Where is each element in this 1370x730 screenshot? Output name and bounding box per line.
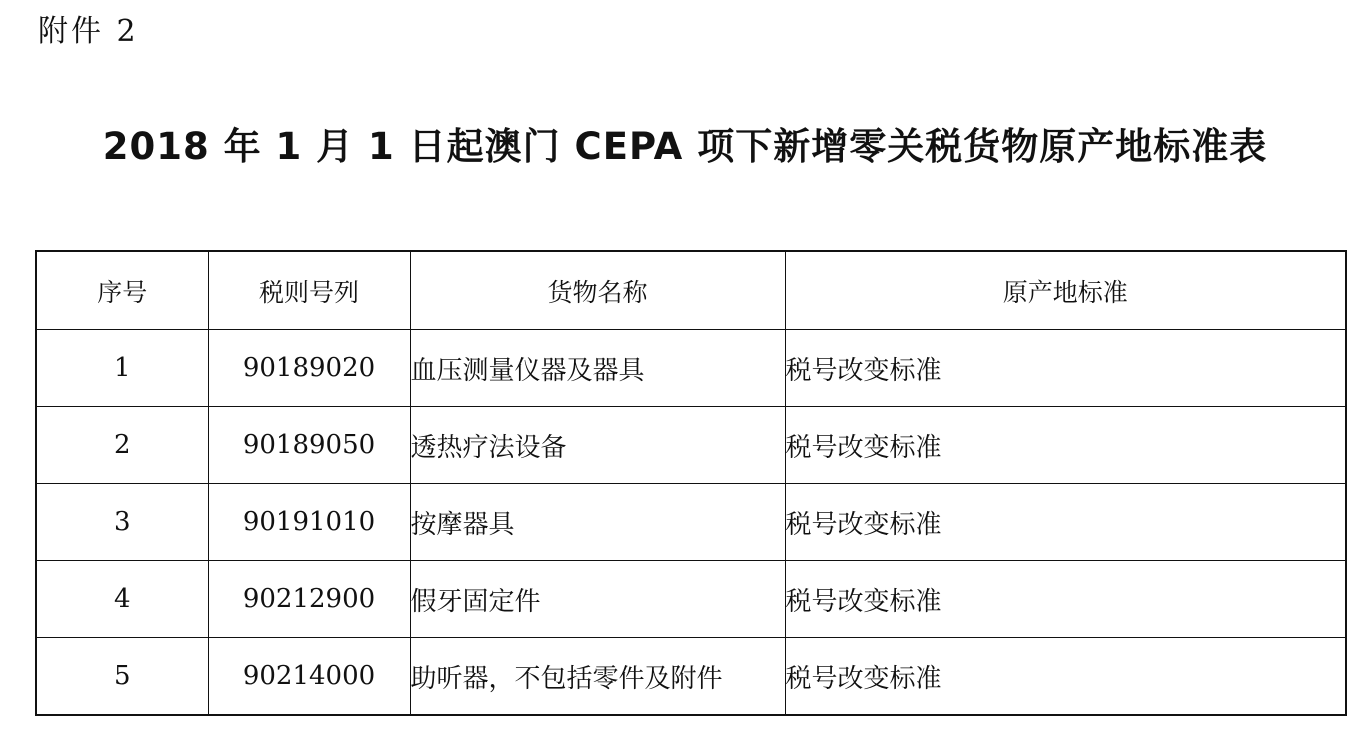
cell-serial-number: 4	[36, 561, 208, 638]
cell-tariff-code: 90214000	[208, 638, 410, 716]
cell-serial-number: 2	[36, 407, 208, 484]
cell-tariff-code: 90189020	[208, 330, 410, 407]
header-tariff-code: 税则号列	[208, 251, 410, 330]
header-serial-number: 序号	[36, 251, 208, 330]
origin-standards-table	[35, 250, 1347, 716]
table-row	[36, 407, 1346, 484]
table-row	[36, 484, 1346, 561]
header-origin-standard: 原产地标准	[785, 251, 1346, 330]
cell-origin-standard: 税号改变标准	[785, 484, 1346, 561]
cell-serial-number: 1	[36, 330, 208, 407]
cell-tariff-code: 90191010	[208, 484, 410, 561]
cell-tariff-code: 90212900	[208, 561, 410, 638]
cell-serial-number: 3	[36, 484, 208, 561]
table-row	[36, 638, 1346, 716]
cell-goods-name: 助听器，不包括零件及附件	[410, 638, 785, 716]
cell-origin-standard: 税号改变标准	[785, 561, 1346, 638]
cell-origin-standard: 税号改变标准	[785, 638, 1346, 716]
table-row	[36, 330, 1346, 407]
header-goods-name: 货物名称	[410, 251, 785, 330]
cell-goods-name: 血压测量仪器及器具	[410, 330, 785, 407]
cell-goods-name: 透热疗法设备	[410, 407, 785, 484]
cell-origin-standard: 税号改变标准	[785, 330, 1346, 407]
table-header-row	[36, 251, 1346, 330]
document-title: 2018 年 1 月 1 日起澳门 CEPA 项下新增零关税货物原产地标准表	[102, 125, 1268, 168]
cell-serial-number: 5	[36, 638, 208, 716]
table-row	[36, 561, 1346, 638]
cell-origin-standard: 税号改变标准	[785, 407, 1346, 484]
cell-tariff-code: 90189050	[208, 407, 410, 484]
attachment-label: 附件 2	[38, 14, 139, 49]
cell-goods-name: 按摩器具	[410, 484, 785, 561]
cell-goods-name: 假牙固定件	[410, 561, 785, 638]
